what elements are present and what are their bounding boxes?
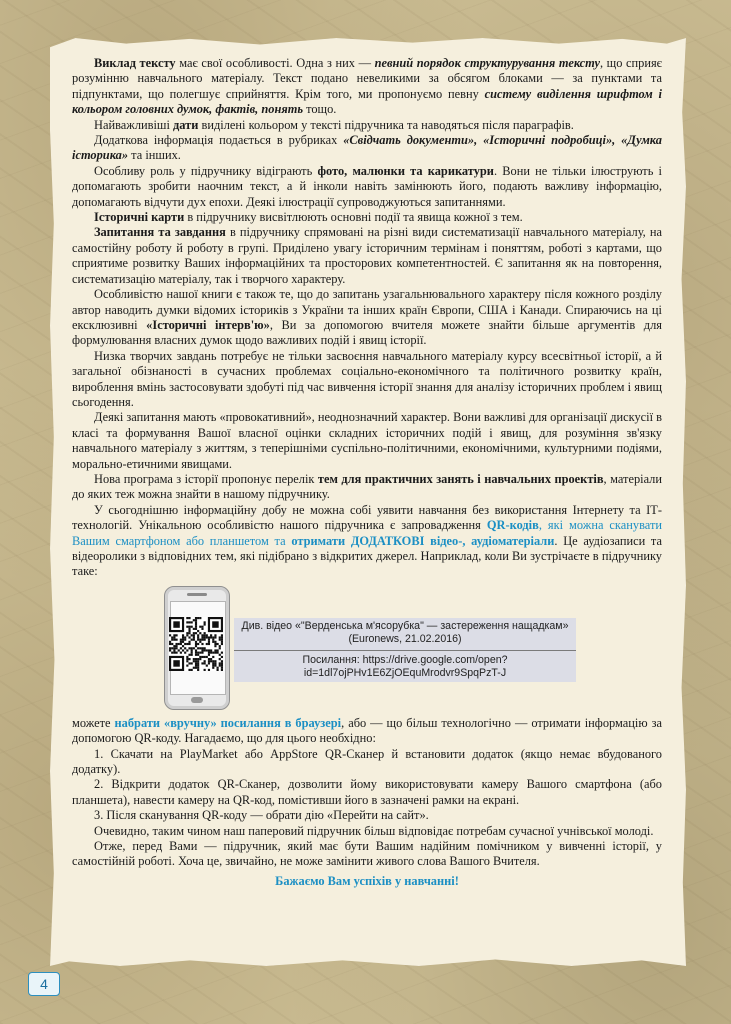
qr-example bbox=[72, 586, 662, 712]
emphasis: «Свідчать документи», «Історичні подробиці», «Думка історика» bbox=[72, 133, 662, 163]
paragraph-creative-tasks: Низка творчих завдань потребує не тільки засвоєння навчального матеріалу курсу всесвітньої історії, а й загальної обізнаності в сучасних проблемах соціально-економічного та політичного розвитку країн, вироблення вмінь застосовувати здобуті під час вивчення історії знання для аналізу історичних проблем і явищ сьогодення. bbox=[72, 348, 662, 409]
text: У сьогоднішню інформаційну добу не можна собі уявити навчання без використання Інтернету та ІТ-технологій. Унікальною особливістю нашого підручника є запровадження bbox=[72, 502, 662, 533]
page-content bbox=[72, 56, 662, 889]
caption-title: Див. відео «"Верденська м'ясорубка" — застереження нащадкам» (Euronews, 21.02.2016) bbox=[234, 618, 576, 651]
emphasis: систему виділення шрифтом і кольором головних думок, фактів, понять bbox=[72, 86, 662, 117]
highlight: набрати «вручну» посилання в браузері bbox=[114, 715, 342, 730]
paragraph-program bbox=[72, 472, 662, 503]
text: Особливу роль у підручнику відіграють bbox=[94, 163, 318, 178]
text: Особливістю нашої книги є також те, що до запитань узагальнювального характеру після кожного розділу автор наводить думки відомих істориків з України та інших країн Європи, США і Канади. Спираючись на ці ексклюзивні bbox=[72, 287, 662, 332]
paragraph-provocative: Деякі запитання мають «провокативний», неоднозначний характер. Вони важливі для організації дискусії в класі та формування Вашої власної оцінки складних історичних подій і явищ, для розуміння зв'язку навчального матеріалу з життям, з теперішніми суспільно-політичними, економічними, культурними подіями, морально-етичними явищами. bbox=[72, 410, 663, 471]
caption-link[interactable]: Посилання: https://drive.google.com/open?id=1dl7ojPHv1E6ZjOEquMrodvr9SpqPzT-J bbox=[234, 651, 576, 682]
paragraph-helper: Отже, перед Вами — підручник, який має бути Вашим надійним помічником у вивченні історії, у самостійній роботі. Хоча це, звичайно, не може замінити живого слова Вашого Вчителя. bbox=[72, 839, 662, 869]
paragraph-rubrics bbox=[72, 133, 662, 164]
paragraph-text-presentation bbox=[72, 56, 662, 118]
paragraph-illustrations bbox=[72, 164, 662, 210]
text: має свої особливості. Одна з них — bbox=[175, 56, 375, 70]
video-caption bbox=[234, 618, 576, 682]
text: в підручнику спрямовані на різні види систематизації навчального матеріалу, на самостійну роботу й роботу в групі. Приділено увагу історичним термінам і поняттям, роботі з картами, що сприятиме розвитку Ваших інформаційних та просторових компетентностей. Є запитання як на повторення, систематизацію матеріалу, так і творчого характеру. bbox=[72, 225, 662, 286]
step-1: 1. Скачати на PlayMarket або AppStore QR-Сканер й встановити додаток (якщо немає вбудованого додатку). bbox=[72, 746, 662, 777]
text: виділені кольором у тексті підручника та наводяться після параграфів. bbox=[198, 117, 574, 132]
text: , що сприяє розумінню навчального матеріалу. Текст подано невеликими за обсягом блоками — за пунктами та підпунктами, що полегшує сприйняття. Крім того, ми пропонуємо певну bbox=[72, 56, 662, 101]
page-number: 4 bbox=[28, 972, 60, 996]
text: Додаткова інформація подається в рубриках bbox=[94, 133, 344, 148]
step-2: 2. Відкрити додаток QR-Сканер, дозволити йому використовувати камеру Вашого смартфона (або планшета), навести камеру на QR-код, помістивши його в зазначені рамки на екрані. bbox=[72, 777, 662, 807]
term: дати bbox=[173, 117, 199, 132]
paragraph-questions bbox=[72, 225, 662, 287]
qr-code-icon[interactable] bbox=[169, 617, 223, 671]
text: , Ви за допомогою вчителя можете знайти більше аргументів для формулювання власних думок щодо важливих подій і явищ історії. bbox=[72, 317, 662, 348]
paragraph-dates bbox=[72, 118, 662, 133]
emphasis: певний порядок структурування тексту bbox=[374, 56, 600, 70]
paragraph-interviews bbox=[72, 287, 662, 349]
text: , матеріали до яких теж можна знайти в нашому підручнику. bbox=[72, 471, 662, 502]
term: «Історичні інтерв'ю» bbox=[146, 317, 270, 332]
paragraph-maps bbox=[72, 210, 662, 225]
text: та інших. bbox=[128, 148, 181, 163]
text: Нова програма з історії пропонує перелік bbox=[94, 471, 318, 486]
term: Історичні карти bbox=[94, 210, 185, 225]
text: Найважливіші bbox=[94, 117, 174, 132]
phone-speaker bbox=[187, 593, 207, 596]
paragraph-manual-link bbox=[72, 716, 662, 747]
term: Запитання та завдання bbox=[94, 225, 226, 240]
text: тощо. bbox=[303, 102, 337, 117]
text: в підручнику висвітлюють основні події та явища кожної з тем. bbox=[184, 210, 523, 225]
highlight: QR-кодів bbox=[486, 518, 539, 533]
text: . Це аудіозаписи та відеоролики з відповідних тем, які підібрано з відкритих джерел. Наприклад, коли Ви зустрічаєте в підручнику таке: bbox=[72, 533, 662, 579]
step-3: 3. Після сканування QR-коду — обрати дію «Перейти на сайт». bbox=[94, 808, 429, 823]
term: Виклад тексту bbox=[94, 56, 176, 70]
text: , або — що більш технологічно — отримати інформацію за допомогою QR-коду. Нагадаємо, що для цього необхідно: bbox=[72, 715, 662, 746]
text: можете bbox=[72, 715, 115, 730]
paragraph-qr-codes bbox=[72, 503, 662, 580]
term: тем для практичних занять і навчальних проектів bbox=[317, 471, 604, 486]
closing-wish: Бажаємо Вам успіхів у навчанні! bbox=[275, 873, 459, 888]
highlight: отримати ДОДАТКОВІ відео-, аудіоматеріали bbox=[291, 533, 555, 548]
term: фото, малюнки та карикатури bbox=[317, 163, 494, 178]
paragraph-modern-youth: Очевидно, таким чином наш паперовий підручник більш відповідає потребам сучасної учнівської молоді. bbox=[94, 823, 654, 838]
text: . Вони не тільки ілюструють і допомагають зробити наочним текст, а й інколи навіть замінюють його, подають важливу інформацію, допомагають відчути дух епохи. Деякі ілюстрації супроводжуються запитаннями. bbox=[72, 163, 662, 209]
highlight: , які можна сканувати Вашим смартфоном або планшетом та bbox=[72, 518, 662, 548]
phone-home-button bbox=[191, 697, 203, 703]
